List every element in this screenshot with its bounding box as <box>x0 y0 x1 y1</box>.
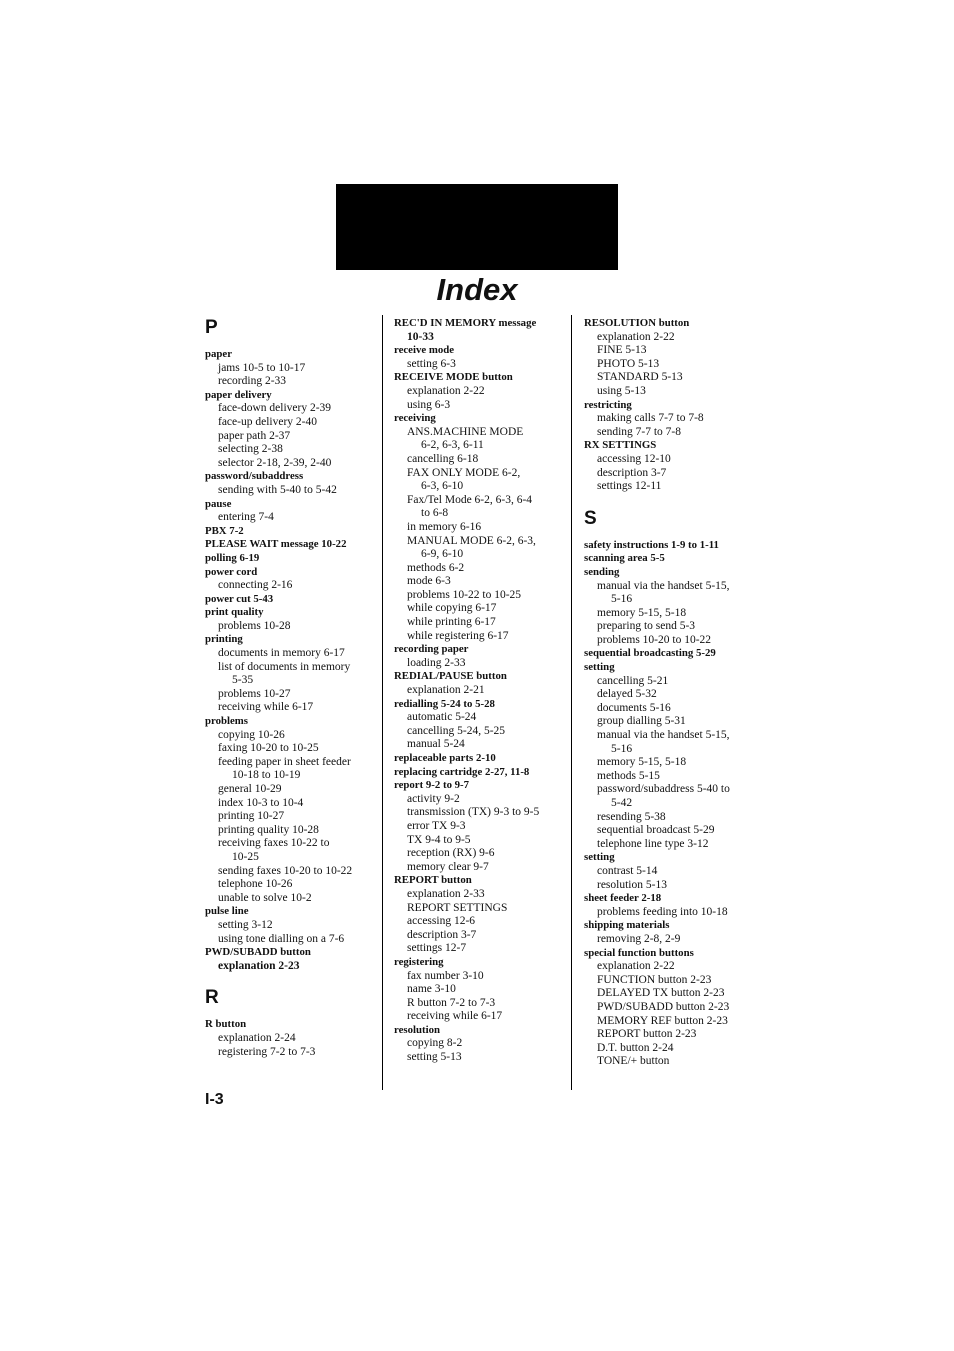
index-entry: paper delivery <box>205 388 272 401</box>
index-continuation: to 6-8 <box>421 507 449 520</box>
index-subentry: transmission (TX) 9-3 to 9-5 <box>407 806 540 819</box>
index-subentry: R button 7-2 to 7-3 <box>407 996 496 1009</box>
index-continuation: 5-42 <box>611 797 633 809</box>
index-subentry: FINE 5-13 <box>597 344 647 357</box>
index-entry: safety instructions 1-9 to 1-11 <box>584 538 719 551</box>
index-subentry: while registering 6-17 <box>407 629 509 642</box>
index-subentry: MANUAL MODE 6-2, 6-3, <box>407 534 536 547</box>
index-subentry: index 10-3 to 10-4 <box>218 796 304 809</box>
index-subentry: printing 10-27 <box>218 810 285 823</box>
section-letter: S <box>584 507 597 529</box>
index-subentry: FUNCTION button 2-23 <box>597 973 712 986</box>
index-subentry: accessing 12-6 <box>407 915 476 928</box>
index-subentry: STANDARD 5-13 <box>597 371 683 384</box>
index-subentry: problems 10-28 <box>218 619 291 632</box>
index-subentry: cancelling 5-24, 5-25 <box>407 724 506 737</box>
index-subentry: copying 10-26 <box>218 728 285 741</box>
index-subentry: in memory 6-16 <box>407 520 482 533</box>
index-subentry: telephone 10-26 <box>218 878 293 891</box>
index-subentry: settings 12-11 <box>597 480 662 493</box>
column-divider-1 <box>382 315 383 1090</box>
index-column-1 <box>205 317 375 1059</box>
index-entry: RX SETTINGS <box>584 439 657 452</box>
index-subentry: description 3-7 <box>597 466 667 479</box>
index-subentry: D.T. button 2-24 <box>597 1041 674 1054</box>
index-subentry: sending with 5-40 to 5-42 <box>218 483 337 496</box>
index-subentry: REPORT SETTINGS <box>407 901 508 914</box>
index-subentry: mode 6-3 <box>407 575 451 588</box>
index-subentry: delayed 5-32 <box>597 688 657 701</box>
index-entry: print quality <box>205 606 264 619</box>
index-subentry: setting 5-13 <box>407 1051 462 1064</box>
index-subentry: Fax/Tel Mode 6-2, 6-3, 6-4 <box>407 493 533 506</box>
index-subentry: recording 2-33 <box>218 375 287 388</box>
index-subentry: PWD/SUBADD button 2-23 <box>597 1000 730 1013</box>
index-entry: power cut 5-43 <box>205 592 274 605</box>
index-subentry: explanation 2-24 <box>218 1031 296 1044</box>
column-divider-2 <box>571 315 572 1090</box>
index-subentry: explanation 2-22 <box>407 384 485 397</box>
index-entry: problems <box>205 715 248 728</box>
index-subentry: explanation 2-22 <box>597 330 675 343</box>
index-subentry: explanation 2-22 <box>597 960 675 973</box>
index-subentry: preparing to send 5-3 <box>597 620 696 633</box>
section-letter: P <box>205 317 218 338</box>
index-subentry: receiving faxes 10-22 to <box>218 837 330 850</box>
index-subentry: memory 5-15, 5-18 <box>597 756 687 769</box>
index-entry: restricting <box>584 398 632 411</box>
index-subentry: problems 10-20 to 10-22 <box>597 633 712 646</box>
index-subentry: resending 5-38 <box>597 810 666 823</box>
index-entry: replaceable parts 2-10 <box>394 752 496 764</box>
index-subentry: while copying 6-17 <box>407 602 497 615</box>
index-entry: special function buttons <box>584 946 694 959</box>
index-subentry: telephone line type 3-12 <box>597 837 709 850</box>
index-subentry: sequential broadcast 5-29 <box>597 824 715 837</box>
index-subentry: explanation 2-21 <box>407 684 485 697</box>
index-subentry: MEMORY REF button 2-23 <box>597 1014 728 1027</box>
index-subentry: problems feeding into 10-18 <box>597 905 728 918</box>
index-subentry: setting 3-12 <box>218 918 273 931</box>
index-entry: report 9-2 to 9-7 <box>394 779 470 792</box>
index-subentry: error TX 9-3 <box>407 819 466 832</box>
index-entry: shipping materials <box>584 919 670 932</box>
index-subentry: faxing 10-20 to 10-25 <box>218 742 319 755</box>
index-subentry: DELAYED TX button 2-23 <box>597 987 725 1000</box>
index-subentry: general 10-29 <box>218 783 282 795</box>
index-subentry: accessing 12-10 <box>597 452 671 465</box>
index-subentry: PHOTO 5-13 <box>597 357 660 370</box>
index-subentry: paper path 2-37 <box>218 429 291 442</box>
index-subentry: cancelling 6-18 <box>407 452 479 465</box>
index-subentry: copying 8-2 <box>407 1037 463 1050</box>
index-entry: REC'D IN MEMORY message <box>394 317 537 329</box>
index-continuation: 10-18 to 10-19 <box>232 769 301 782</box>
index-subentry: face-down delivery 2-39 <box>218 402 332 415</box>
index-subentry: list of documents in memory <box>218 660 351 673</box>
index-column-3 <box>584 317 754 1069</box>
index-subentry: settings 12-7 <box>407 942 467 955</box>
index-subentry: TONE/+ button <box>597 1055 670 1068</box>
index-continuation: 6-9, 6-10 <box>421 548 464 561</box>
index-subentry: using tone dialling on a 7-6 <box>218 932 345 945</box>
index-entry: pause <box>205 497 232 510</box>
index-subentry: unable to solve 10-2 <box>218 891 312 904</box>
index-entry: RECEIVE MODE button <box>394 371 513 384</box>
index-subentry: problems 10-27 <box>218 687 291 700</box>
index-entry: sheet feeder 2-18 <box>584 892 662 905</box>
index-subentry: methods 6-2 <box>407 561 465 574</box>
index-subentry: memory 5-15, 5-18 <box>597 606 687 619</box>
index-entry: password/subaddress <box>205 470 304 483</box>
index-subentry: reception (RX) 9-6 <box>407 847 495 860</box>
index-entry: PWD/SUBADD button <box>205 946 311 959</box>
index-subentry: feeding paper in sheet feeder <box>218 755 351 768</box>
index-subentry: face-up delivery 2-40 <box>218 415 317 428</box>
index-continuation: 5-16 <box>611 742 633 755</box>
index-subentry: entering 7-4 <box>218 511 274 524</box>
index-subentry: REPORT button 2-23 <box>597 1028 697 1041</box>
index-subentry: description 3-7 <box>407 928 477 941</box>
index-subentry: explanation 2-23 <box>218 959 300 972</box>
index-subentry: connecting 2-16 <box>218 579 293 592</box>
index-continuation: 5-35 <box>232 674 254 687</box>
index-subentry: automatic 5-24 <box>407 711 477 724</box>
index-subentry: sending 7-7 to 7-8 <box>597 425 682 438</box>
index-subentry: manual via the handset 5-15, <box>597 579 730 592</box>
index-subentry: using 6-3 <box>407 398 451 411</box>
index-subentry: methods 5-15 <box>597 769 660 782</box>
index-entry: receive mode <box>394 344 455 357</box>
index-subentry: fax number 3-10 <box>407 969 484 982</box>
index-entry: paper <box>205 348 232 360</box>
index-subentry: explanation 2-33 <box>407 887 485 900</box>
index-entry: resolution <box>394 1023 440 1036</box>
index-subentry: memory clear 9-7 <box>407 860 489 873</box>
index-subentry: activity 9-2 <box>407 792 460 805</box>
index-continuation: 6-3, 6-10 <box>421 480 464 493</box>
index-entry: PBX 7-2 <box>205 524 244 537</box>
index-entry: REPORT button <box>394 874 472 887</box>
index-continuation: 6-2, 6-3, 6-11 <box>421 439 484 452</box>
index-entry: replacing cartridge 2-27, 11-8 <box>394 765 530 778</box>
index-subentry: selector 2-18, 2-39, 2-40 <box>218 456 332 469</box>
index-subentry: FAX ONLY MODE 6-2, <box>407 466 521 479</box>
index-subentry: setting 6-3 <box>407 357 456 370</box>
index-subentry: problems 10-22 to 10-25 <box>407 588 522 601</box>
page-number: I-3 <box>205 1091 224 1108</box>
index-entry: REDIAL/PAUSE button <box>394 670 507 683</box>
index-entry: setting <box>584 851 615 864</box>
index-subentry: documents in memory 6-17 <box>218 647 345 660</box>
section-letter: R <box>205 987 219 1009</box>
index-entry: registering <box>394 955 444 968</box>
index-subentry: removing 2-8, 2-9 <box>597 932 681 945</box>
index-entry: pulse line <box>205 905 249 918</box>
index-subentry: documents 5-16 <box>597 701 671 714</box>
index-subentry: cancelling 5-21 <box>597 674 669 687</box>
index-entry: printing <box>205 633 243 646</box>
index-subentry: loading 2-33 <box>407 656 466 669</box>
index-entry: recording paper <box>394 643 469 656</box>
index-subentry: selecting 2-38 <box>218 443 283 456</box>
index-continuation: 5-16 <box>611 593 633 606</box>
index-entry: R button <box>205 1018 247 1031</box>
index-entry: redialling 5-24 to 5-28 <box>394 697 495 710</box>
index-entry: sending <box>584 565 620 578</box>
index-entry: setting <box>584 661 615 674</box>
index-continuation: 10-25 <box>232 850 259 863</box>
index-subentry: sending faxes 10-20 to 10-22 <box>218 864 353 877</box>
header-black-box <box>336 184 618 270</box>
index-subentry: TX 9-4 to 9-5 <box>407 833 471 846</box>
index-subentry: receiving while 6-17 <box>407 1010 503 1023</box>
index-entry: receiving <box>394 412 436 425</box>
index-subentry: manual 5-24 <box>407 738 465 751</box>
index-entry: power cord <box>205 565 258 578</box>
index-subentry: using 5-13 <box>597 384 646 397</box>
index-entry: RESOLUTION button <box>584 317 690 329</box>
index-subentry: making calls 7-7 to 7-8 <box>597 412 704 425</box>
index-subentry: group dialling 5-31 <box>597 715 686 728</box>
index-entry: PLEASE WAIT message 10-22 <box>205 538 347 551</box>
index-subentry: registering 7-2 to 7-3 <box>218 1045 316 1058</box>
index-subentry: ANS.MACHINE MODE <box>407 425 524 438</box>
index-subentry: name 3-10 <box>407 983 456 996</box>
index-entry: sequential broadcasting 5-29 <box>584 647 716 660</box>
index-entry: scanning area 5-5 <box>584 552 665 565</box>
index-subentry: manual via the handset 5-15, <box>597 729 730 742</box>
index-subentry: password/subaddress 5-40 to <box>597 783 730 796</box>
index-subentry: receiving while 6-17 <box>218 701 314 714</box>
index-subentry: contrast 5-14 <box>597 864 658 877</box>
index-subentry: printing quality 10-28 <box>218 823 319 836</box>
index-entry: polling 6-19 <box>205 551 260 564</box>
index-subentry: resolution 5-13 <box>597 878 667 891</box>
page-title: Index <box>436 272 518 307</box>
index-subentry: while printing 6-17 <box>407 616 496 629</box>
index-subentry: 10-33 <box>407 330 434 343</box>
index-subentry: jams 10-5 to 10-17 <box>218 361 306 374</box>
index-column-2 <box>394 317 564 1065</box>
